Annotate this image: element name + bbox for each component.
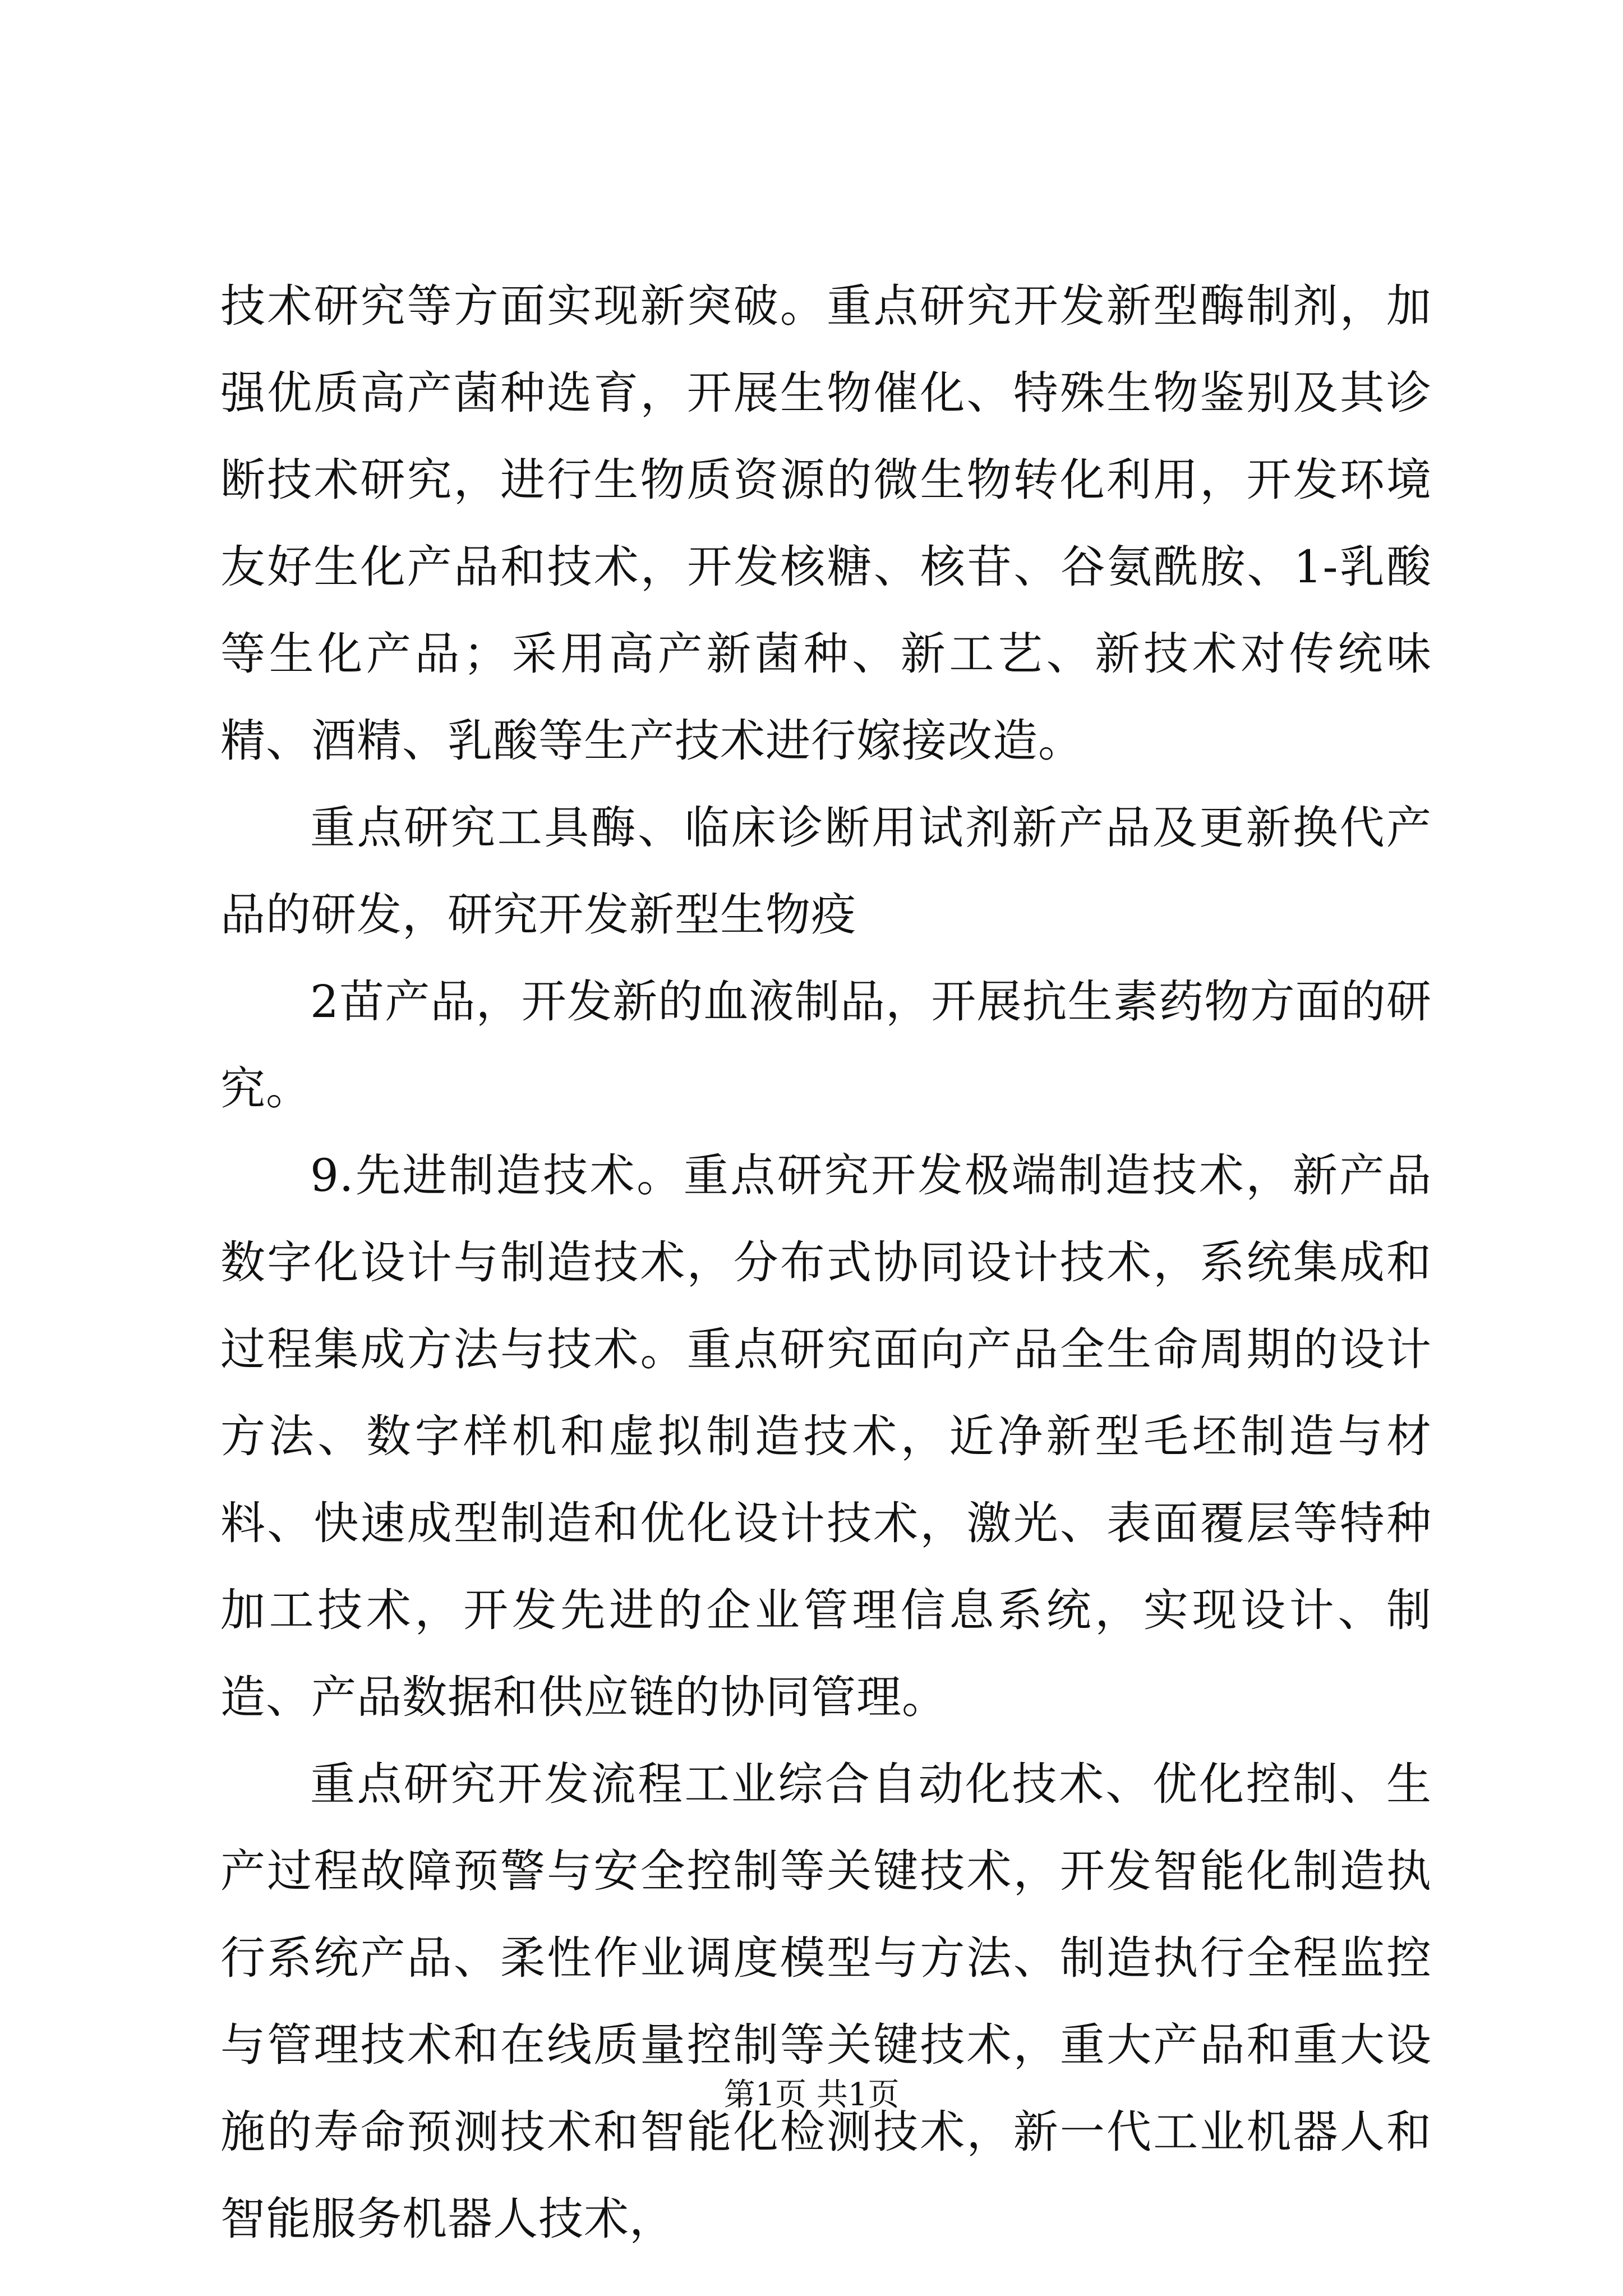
paragraph-4: 9.先进制造技术。重点研究开发极端制造技术，新产品数字化设计与制造技术，分布式协同设计技术，系统集成和过程集成方法与技术。重点研究面向产品全生命周期的设计方法、数字样机和虚拟制造技术，近净新型毛坯制造与材料、快速成型制造和优化设计技术，激光、表面覆层等特种加工技术，开发先进的企业管理信息系统，实现设计、制造、产品数据和供应链的协同管理。 bbox=[220, 1149, 1432, 1723]
document-body bbox=[220, 263, 1432, 2262]
page-footer: 第1页 共1页 bbox=[723, 2077, 900, 2113]
paragraph-1: 技术研究等方面实现新突破。重点研究开发新型酶制剂，加强优质高产菌种选育，开展生物催化、特殊生物鉴别及其诊断技术研究，进行生物质资源的微生物转化利用，开发环境友好生化产品和技术，开发核糖、核苷、谷氨酰胺、1-乳酸等生化产品；采用高产新菌种、新工艺、新技术对传统味精、酒精、乳酸等生产技术进行嫁接改造。 bbox=[220, 280, 1432, 767]
paragraph-3: 2苗产品，开发新的血液制品，开展抗生素药物方面的研究。 bbox=[220, 976, 1432, 1115]
paragraph-5: 重点研究开发流程工业综合自动化技术、优化控制、生产过程故障预警与安全控制等关键技术，开发智能化制造执行系统产品、柔性作业调度模型与方法、制造执行全程监控与管理技术和在线质量控制等关键技术，重大产品和重大设施的寿命预测技术和智能化检测技术，新一代工业机器人和智能服务机器人技术， bbox=[220, 1758, 1432, 2245]
paragraph-2: 重点研究工具酶、临床诊断用试剂新产品及更新换代产品的研发，研究开发新型生物疫 bbox=[220, 802, 1432, 941]
